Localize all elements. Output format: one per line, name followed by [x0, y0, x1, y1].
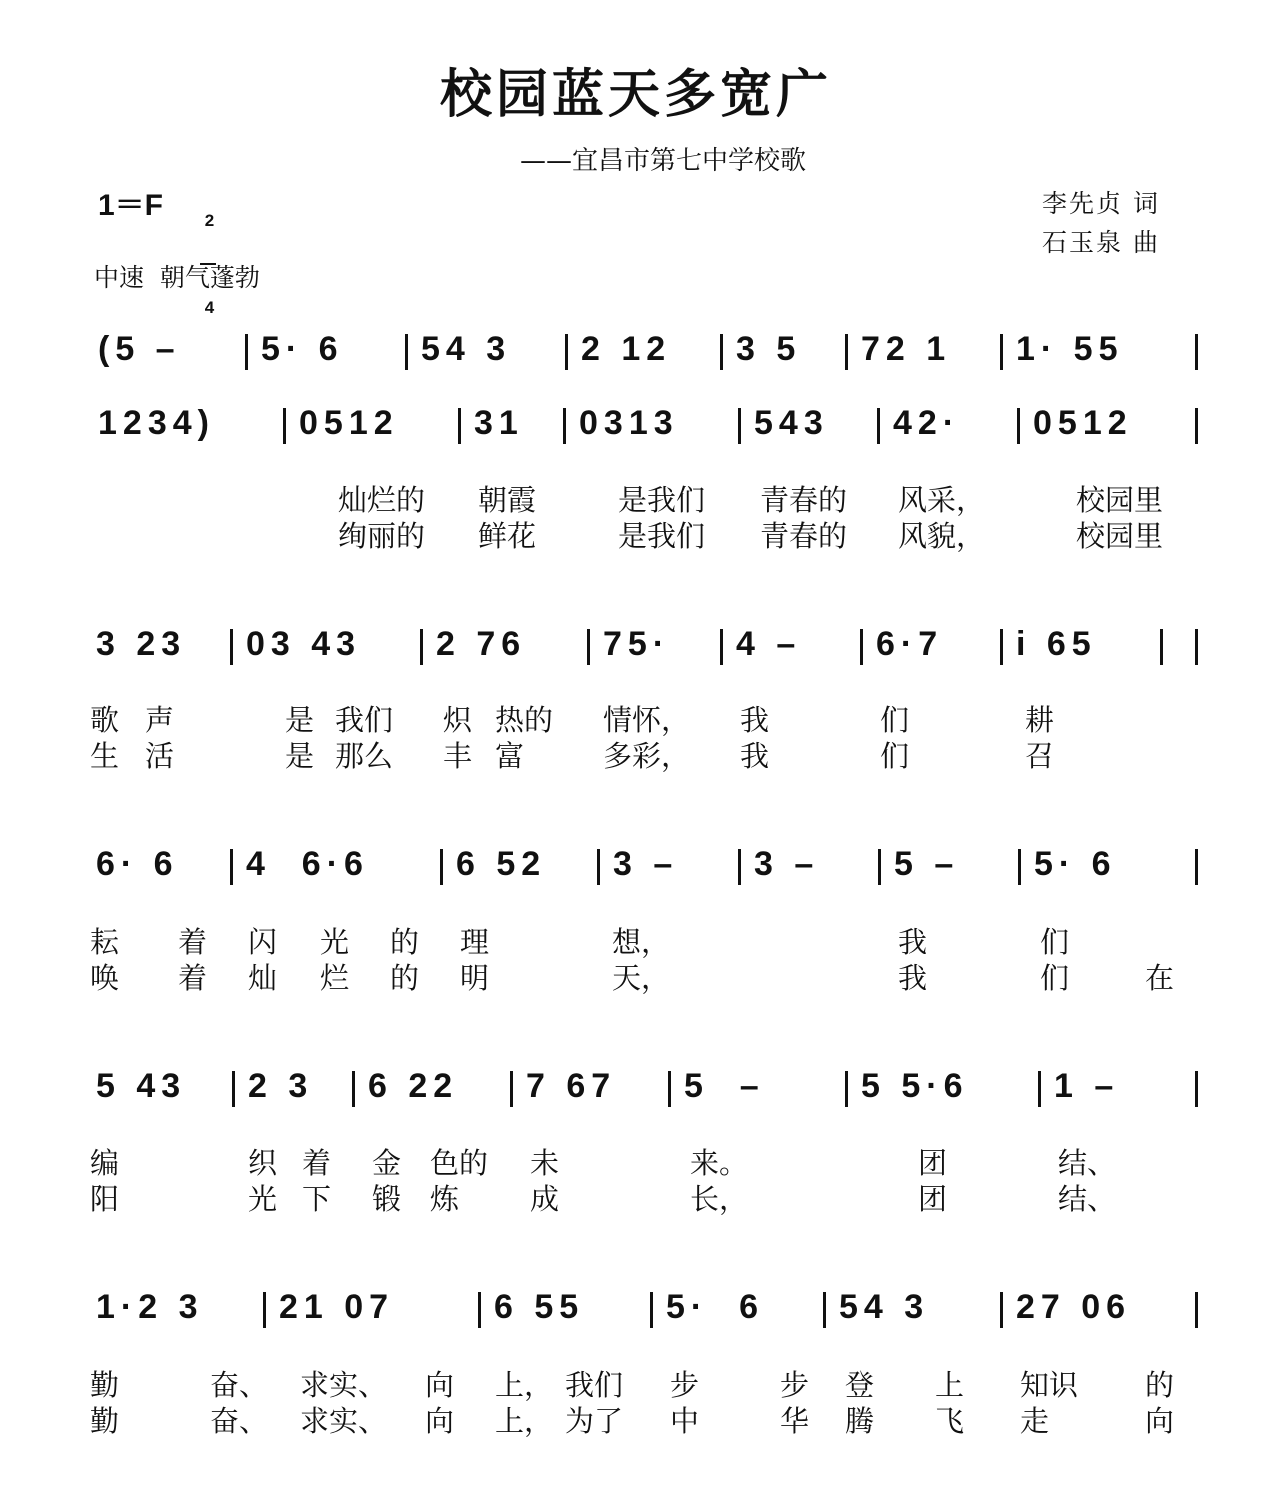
measure: 2 3 — [248, 1067, 314, 1105]
barline — [1018, 849, 1021, 885]
lyric-syllable: 天， — [612, 961, 671, 995]
lyric-syllable: 的 — [1145, 1368, 1175, 1402]
lyric-syllable: 飞 — [935, 1404, 965, 1438]
lyric-syllable: 我 — [740, 739, 770, 773]
lyric-syllable: 们 — [1040, 961, 1070, 995]
measure: 1·2 3 — [96, 1288, 204, 1326]
lyric-syllable: 耕 — [1025, 703, 1055, 737]
lyric-syllable: 上 — [935, 1368, 965, 1402]
lyric-syllable: 声 — [145, 703, 175, 737]
lyric-syllable: 为了 — [565, 1404, 624, 1438]
lyric-syllable: 是我们 — [618, 483, 706, 517]
lyric-syllable: 团 — [918, 1146, 948, 1180]
lyric-syllable: 金 — [372, 1146, 402, 1180]
measure: 5 – — [684, 1067, 765, 1105]
measure: 5 5·6 — [861, 1067, 969, 1105]
measure: i 65 — [1016, 625, 1097, 663]
lyric-syllable: 烂 — [320, 961, 350, 995]
lyric-syllable: 勤 — [90, 1404, 120, 1438]
measure: 5· 6 — [261, 330, 344, 368]
lyric-syllable: 炼 — [430, 1182, 460, 1216]
barline — [1000, 629, 1003, 665]
measure: 6· 6 — [96, 845, 179, 883]
lyric-syllable: 唤 — [90, 961, 120, 995]
lyric-syllable: 我 — [740, 703, 770, 737]
lyric-syllable: 校园里 — [1076, 519, 1164, 553]
barline — [597, 849, 600, 885]
lyric-syllable: 们 — [880, 739, 910, 773]
lyric-syllable: 是我们 — [618, 519, 706, 553]
lyric-syllable: 耘 — [90, 925, 120, 959]
measure: 42· — [893, 404, 961, 442]
lyric-syllable: 步 — [780, 1368, 810, 1402]
measure: 1 – — [1054, 1067, 1120, 1105]
lyric-syllable: 勤 — [90, 1368, 120, 1402]
barline — [668, 1071, 671, 1107]
lyric-syllable: 的 — [390, 925, 420, 959]
barline — [263, 1292, 266, 1328]
lyric-syllable: 青春的 — [760, 519, 848, 553]
barline — [230, 629, 233, 665]
lyric-syllable: 理 — [460, 925, 490, 959]
barline — [738, 849, 741, 885]
lyric-syllable: 那么 — [335, 739, 394, 773]
lyric-syllable: 富 — [495, 739, 525, 773]
lyric-syllable: 着 — [178, 925, 208, 959]
lyric-syllable: 编 — [90, 1146, 120, 1180]
composer-credit: 石玉泉 曲 — [1042, 228, 1160, 257]
lyric-syllable: 登 — [845, 1368, 875, 1402]
measure: 7 67 — [526, 1067, 617, 1105]
lyric-syllable: 明 — [460, 961, 490, 995]
measure: 21 07 — [279, 1288, 395, 1326]
barline — [1000, 334, 1003, 370]
lyric-syllable: 结、 — [1058, 1146, 1117, 1180]
lyric-syllable: 青春的 — [760, 483, 848, 517]
measure: 54 3 — [839, 1288, 930, 1326]
lyric-syllable: 奋、 — [210, 1368, 269, 1402]
lyric-syllable: 多彩， — [603, 739, 691, 773]
barline — [1195, 629, 1198, 665]
measure: 72 1 — [861, 330, 952, 368]
barline — [878, 849, 881, 885]
lyric-syllable: 着 — [178, 961, 208, 995]
lyric-syllable: 情怀， — [603, 703, 691, 737]
barline — [232, 1071, 235, 1107]
barline — [1195, 1292, 1198, 1328]
barline — [352, 1071, 355, 1107]
barline — [478, 1292, 481, 1328]
measure: 2 12 — [581, 330, 672, 368]
barline — [720, 334, 723, 370]
lyric-syllable: 的 — [390, 961, 420, 995]
barline — [1195, 408, 1198, 444]
measure: 75· — [603, 625, 671, 663]
song-subtitle: ——宜昌市第七中学校歌 — [520, 146, 807, 176]
lyric-syllable: 向 — [425, 1404, 455, 1438]
lyric-syllable: 我们 — [565, 1368, 624, 1402]
lyric-syllable: 华 — [780, 1404, 810, 1438]
barline — [510, 1071, 513, 1107]
barline — [1000, 1292, 1003, 1328]
lyric-syllable: 上， — [495, 1404, 554, 1438]
lyric-syllable: 上， — [495, 1368, 554, 1402]
lyric-syllable: 闪 — [248, 925, 278, 959]
measure: 5· 6 — [666, 1288, 765, 1326]
meter-bottom: 4 — [204, 298, 215, 317]
lyric-syllable: 光 — [248, 1182, 278, 1216]
measure: 6·7 — [876, 625, 944, 663]
lyric-syllable: 阳 — [90, 1182, 120, 1216]
measure: 5 – — [894, 845, 960, 883]
lyric-syllable: 歌 — [90, 703, 120, 737]
lyric-syllable: 奋、 — [210, 1404, 269, 1438]
measure: 0512 — [1033, 404, 1133, 442]
barline — [1195, 334, 1198, 370]
barline — [720, 629, 723, 665]
measure: 54 3 — [421, 330, 512, 368]
barline — [587, 629, 590, 665]
lyric-syllable: 团 — [918, 1182, 948, 1216]
lyric-syllable: 风采， — [898, 483, 986, 517]
barline — [823, 1292, 826, 1328]
lyric-syllable: 们 — [1040, 925, 1070, 959]
lyric-syllable: 锻 — [372, 1182, 402, 1216]
lyric-syllable: 求实、 — [300, 1368, 388, 1402]
barline — [860, 629, 863, 665]
barline — [245, 334, 248, 370]
measure: 0313 — [579, 404, 679, 442]
measure: 3 5 — [736, 330, 802, 368]
measure: 543 — [754, 404, 829, 442]
barline — [738, 408, 741, 444]
lyric-syllable: 下 — [302, 1182, 332, 1216]
lyric-syllable: 召 — [1025, 739, 1055, 773]
lyric-syllable: 未 — [530, 1146, 560, 1180]
lyric-syllable: 中 — [670, 1404, 700, 1438]
lyric-syllable: 走 — [1020, 1404, 1050, 1438]
lyric-syllable: 灿烂的 — [338, 483, 426, 517]
key-signature: 1＝F — [98, 189, 164, 222]
lyric-syllable: 是 — [285, 739, 315, 773]
tempo-marking: 中速 朝气蓬勃 — [94, 263, 260, 292]
lyric-syllable: 想， — [612, 925, 671, 959]
barline — [845, 334, 848, 370]
barline — [565, 334, 568, 370]
lyric-syllable: 向 — [425, 1368, 455, 1402]
measure: 31 — [474, 404, 524, 442]
measure: 1· 55 — [1016, 330, 1124, 368]
lyricist-credit: 李先贞 词 — [1042, 189, 1160, 218]
lyric-syllable: 成 — [530, 1182, 560, 1216]
lyric-syllable: 我 — [898, 961, 928, 995]
barline — [877, 408, 880, 444]
measure: 0512 — [299, 404, 399, 442]
measure: 2 76 — [436, 625, 527, 663]
measure: 27 06 — [1016, 1288, 1132, 1326]
measure: 6 52 — [456, 845, 547, 883]
barline — [845, 1071, 848, 1107]
lyric-syllable: 向 — [1145, 1404, 1175, 1438]
barline — [563, 408, 566, 444]
lyric-syllable: 求实、 — [300, 1404, 388, 1438]
lyric-syllable: 热的 — [495, 703, 554, 737]
barline — [283, 408, 286, 444]
measure: (5 – — [98, 330, 181, 368]
lyric-syllable: 们 — [880, 703, 910, 737]
barline — [420, 629, 423, 665]
lyric-syllable: 光 — [320, 925, 350, 959]
lyric-syllable: 我 — [898, 925, 928, 959]
barline — [1160, 629, 1163, 665]
lyric-syllable: 在 — [1145, 961, 1175, 995]
barline — [230, 849, 233, 885]
lyric-syllable: 腾 — [845, 1404, 875, 1438]
barline — [1195, 849, 1198, 885]
measure: 4 6·6 — [246, 845, 369, 883]
lyric-syllable: 生 — [90, 739, 120, 773]
measure: 5· 6 — [1034, 845, 1117, 883]
lyric-syllable: 炽 — [443, 703, 473, 737]
lyric-syllable: 我们 — [335, 703, 394, 737]
lyric-syllable: 长， — [690, 1182, 749, 1216]
lyric-syllable: 色的 — [430, 1146, 489, 1180]
lyric-syllable: 活 — [145, 739, 175, 773]
measure: 1234) — [98, 404, 215, 442]
measure: 6 55 — [494, 1288, 585, 1326]
meter-top: 2 — [204, 211, 215, 230]
measure: 4 – — [736, 625, 802, 663]
barline — [440, 849, 443, 885]
barline — [1038, 1071, 1041, 1107]
lyric-syllable: 结、 — [1058, 1182, 1117, 1216]
lyric-syllable: 是 — [285, 703, 315, 737]
lyric-syllable: 着 — [302, 1146, 332, 1180]
measure: 03 43 — [246, 625, 362, 663]
barline — [1017, 408, 1020, 444]
song-title: 校园蓝天多宽广 — [439, 64, 832, 125]
measure: 3 – — [754, 845, 820, 883]
lyric-syllable: 织 — [248, 1146, 278, 1180]
lyric-syllable: 鲜花 — [478, 519, 537, 553]
measure: 3 23 — [96, 625, 187, 663]
lyric-syllable: 来。 — [690, 1146, 749, 1180]
lyric-syllable: 步 — [670, 1368, 700, 1402]
measure: 6 22 — [368, 1067, 459, 1105]
lyric-syllable: 知识 — [1020, 1368, 1079, 1402]
measure: 3 – — [613, 845, 679, 883]
lyric-syllable: 风貌， — [898, 519, 986, 553]
lyric-syllable: 丰 — [443, 739, 473, 773]
barline — [650, 1292, 653, 1328]
lyric-syllable: 校园里 — [1076, 483, 1164, 517]
lyric-syllable: 朝霞 — [478, 483, 537, 517]
lyric-syllable: 灿 — [248, 961, 278, 995]
measure: 5 43 — [96, 1067, 187, 1105]
barline — [1195, 1071, 1198, 1107]
barline — [405, 334, 408, 370]
lyric-syllable: 绚丽的 — [338, 519, 426, 553]
barline — [458, 408, 461, 444]
